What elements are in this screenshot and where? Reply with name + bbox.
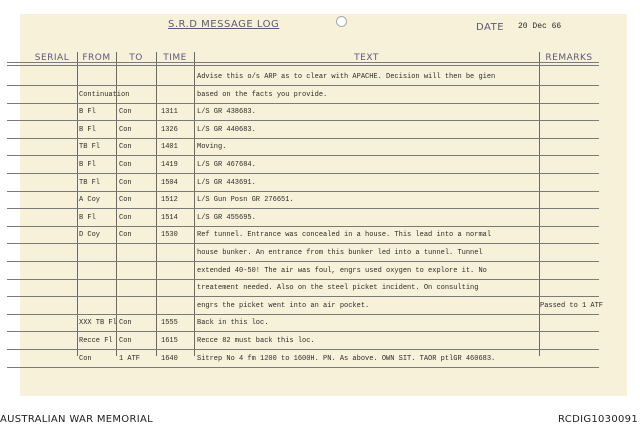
column-header-from: FROM bbox=[82, 53, 111, 63]
row-text: Moving. bbox=[197, 143, 227, 152]
row-rule bbox=[7, 296, 599, 297]
row-time: 1555 bbox=[161, 319, 178, 328]
row-rule bbox=[7, 191, 599, 192]
row-to: Con bbox=[119, 143, 132, 152]
row-text: L/S GR 438683. bbox=[197, 108, 256, 117]
row-time: 1401 bbox=[161, 143, 178, 152]
row-to: Con bbox=[119, 178, 132, 187]
footer-id: RCDIG1030091 bbox=[558, 414, 638, 425]
column-header-text: TEXT bbox=[354, 53, 379, 63]
row-text: L/S GR 467684. bbox=[197, 161, 256, 169]
row-text: house bunker. An entrance from this bunker led into a tunnel. Tunnel bbox=[197, 249, 483, 257]
column-header-remarks: REMARKS bbox=[545, 53, 593, 63]
row-to: Con bbox=[119, 161, 132, 169]
column-rule bbox=[194, 52, 195, 356]
row-to: Con bbox=[119, 213, 132, 222]
row-to: Con bbox=[119, 108, 132, 117]
row-rule bbox=[7, 314, 599, 315]
row-rule bbox=[7, 173, 599, 174]
row-from: Continuation bbox=[79, 90, 130, 99]
row-text: Ref tunnel. Entrance was concealed in a house. This lead into a normal bbox=[197, 231, 492, 240]
row-rule bbox=[7, 367, 599, 368]
row-from: TB Fl bbox=[79, 143, 101, 152]
date-label: DATE bbox=[476, 22, 505, 33]
row-text: engrs the picket went into an air pocket. bbox=[197, 301, 370, 310]
row-rule bbox=[7, 62, 599, 63]
row-from: D Coy bbox=[79, 231, 101, 240]
row-time: 1530 bbox=[161, 231, 178, 240]
row-text: based on the facts you provide. bbox=[197, 90, 328, 99]
row-time: 1504 bbox=[161, 178, 178, 187]
row-text: Advise this o/s ARP as to clear with APACHE. Decision will then be gien bbox=[197, 73, 496, 81]
row-rule bbox=[7, 208, 599, 209]
row-rule bbox=[7, 243, 599, 244]
row-time: 1512 bbox=[161, 196, 178, 205]
row-text: Sitrep No 4 fm 1200 to 1600H. PN. As above. OWN SIT. TAOR ptlGR 460683. bbox=[197, 354, 496, 363]
row-rule bbox=[7, 120, 599, 121]
row-rule bbox=[7, 331, 599, 332]
row-to: Con bbox=[119, 196, 132, 205]
row-text: L/S GR 455695. bbox=[197, 213, 256, 222]
row-from: TB Fl bbox=[79, 178, 101, 187]
row-from: B Fl bbox=[79, 161, 96, 169]
row-time: 1419 bbox=[161, 161, 178, 169]
row-to: Con bbox=[119, 231, 132, 240]
row-text: treatement needed. Also on the steel picket incident. On consulting bbox=[197, 284, 479, 293]
row-rule bbox=[7, 349, 599, 350]
row-text: Recce 82 must back this loc. bbox=[197, 337, 315, 345]
row-text: extended 40-50! The air was foul, engrs used oxygen to explore it. No bbox=[197, 266, 487, 275]
row-text: L/S GR 443691. bbox=[197, 178, 256, 187]
row-from: B Fl bbox=[79, 213, 96, 222]
row-rule bbox=[7, 279, 599, 280]
row-from: Recce Fl bbox=[79, 337, 113, 345]
row-time: 1615 bbox=[161, 337, 178, 345]
row-time: 1514 bbox=[161, 213, 178, 222]
footer-source: AUSTRALIAN WAR MEMORIAL bbox=[0, 414, 153, 425]
row-to: Con bbox=[119, 125, 132, 134]
row-to: Con bbox=[119, 337, 132, 345]
row-from: B Fl bbox=[79, 125, 96, 134]
row-rule bbox=[7, 261, 599, 262]
row-rule bbox=[7, 155, 599, 156]
row-rule bbox=[7, 138, 599, 139]
row-rule bbox=[7, 65, 599, 66]
row-from: XXX TB Fl bbox=[79, 319, 117, 328]
row-remarks: Passed to 1 ATF bbox=[540, 301, 604, 310]
row-text: L/S Gun Posn GR 276651. bbox=[197, 196, 294, 205]
row-rule bbox=[7, 226, 599, 227]
row-time: 1640 bbox=[161, 354, 178, 363]
log-title: S.R.D MESSAGE LOG bbox=[168, 19, 280, 30]
column-header-to: TO bbox=[129, 53, 143, 63]
row-time: 1326 bbox=[161, 125, 178, 134]
column-header-serial: SERIAL bbox=[34, 53, 70, 63]
row-time: 1311 bbox=[161, 108, 178, 117]
column-rule bbox=[77, 52, 78, 356]
column-rule bbox=[156, 52, 157, 356]
row-text: Back in this loc. bbox=[197, 319, 269, 328]
column-header-time: TIME bbox=[163, 53, 187, 63]
row-rule bbox=[7, 103, 599, 104]
row-to: 1 ATF bbox=[119, 354, 141, 363]
row-from: B Fl bbox=[79, 108, 96, 117]
punch-hole bbox=[336, 16, 347, 27]
date-value: 20 Dec 66 bbox=[518, 22, 562, 31]
row-to: Con bbox=[119, 319, 132, 328]
row-from: Con bbox=[79, 354, 92, 363]
row-from: A Coy bbox=[79, 196, 101, 205]
row-rule bbox=[7, 85, 599, 86]
row-text: L/S GR 440683. bbox=[197, 125, 256, 134]
